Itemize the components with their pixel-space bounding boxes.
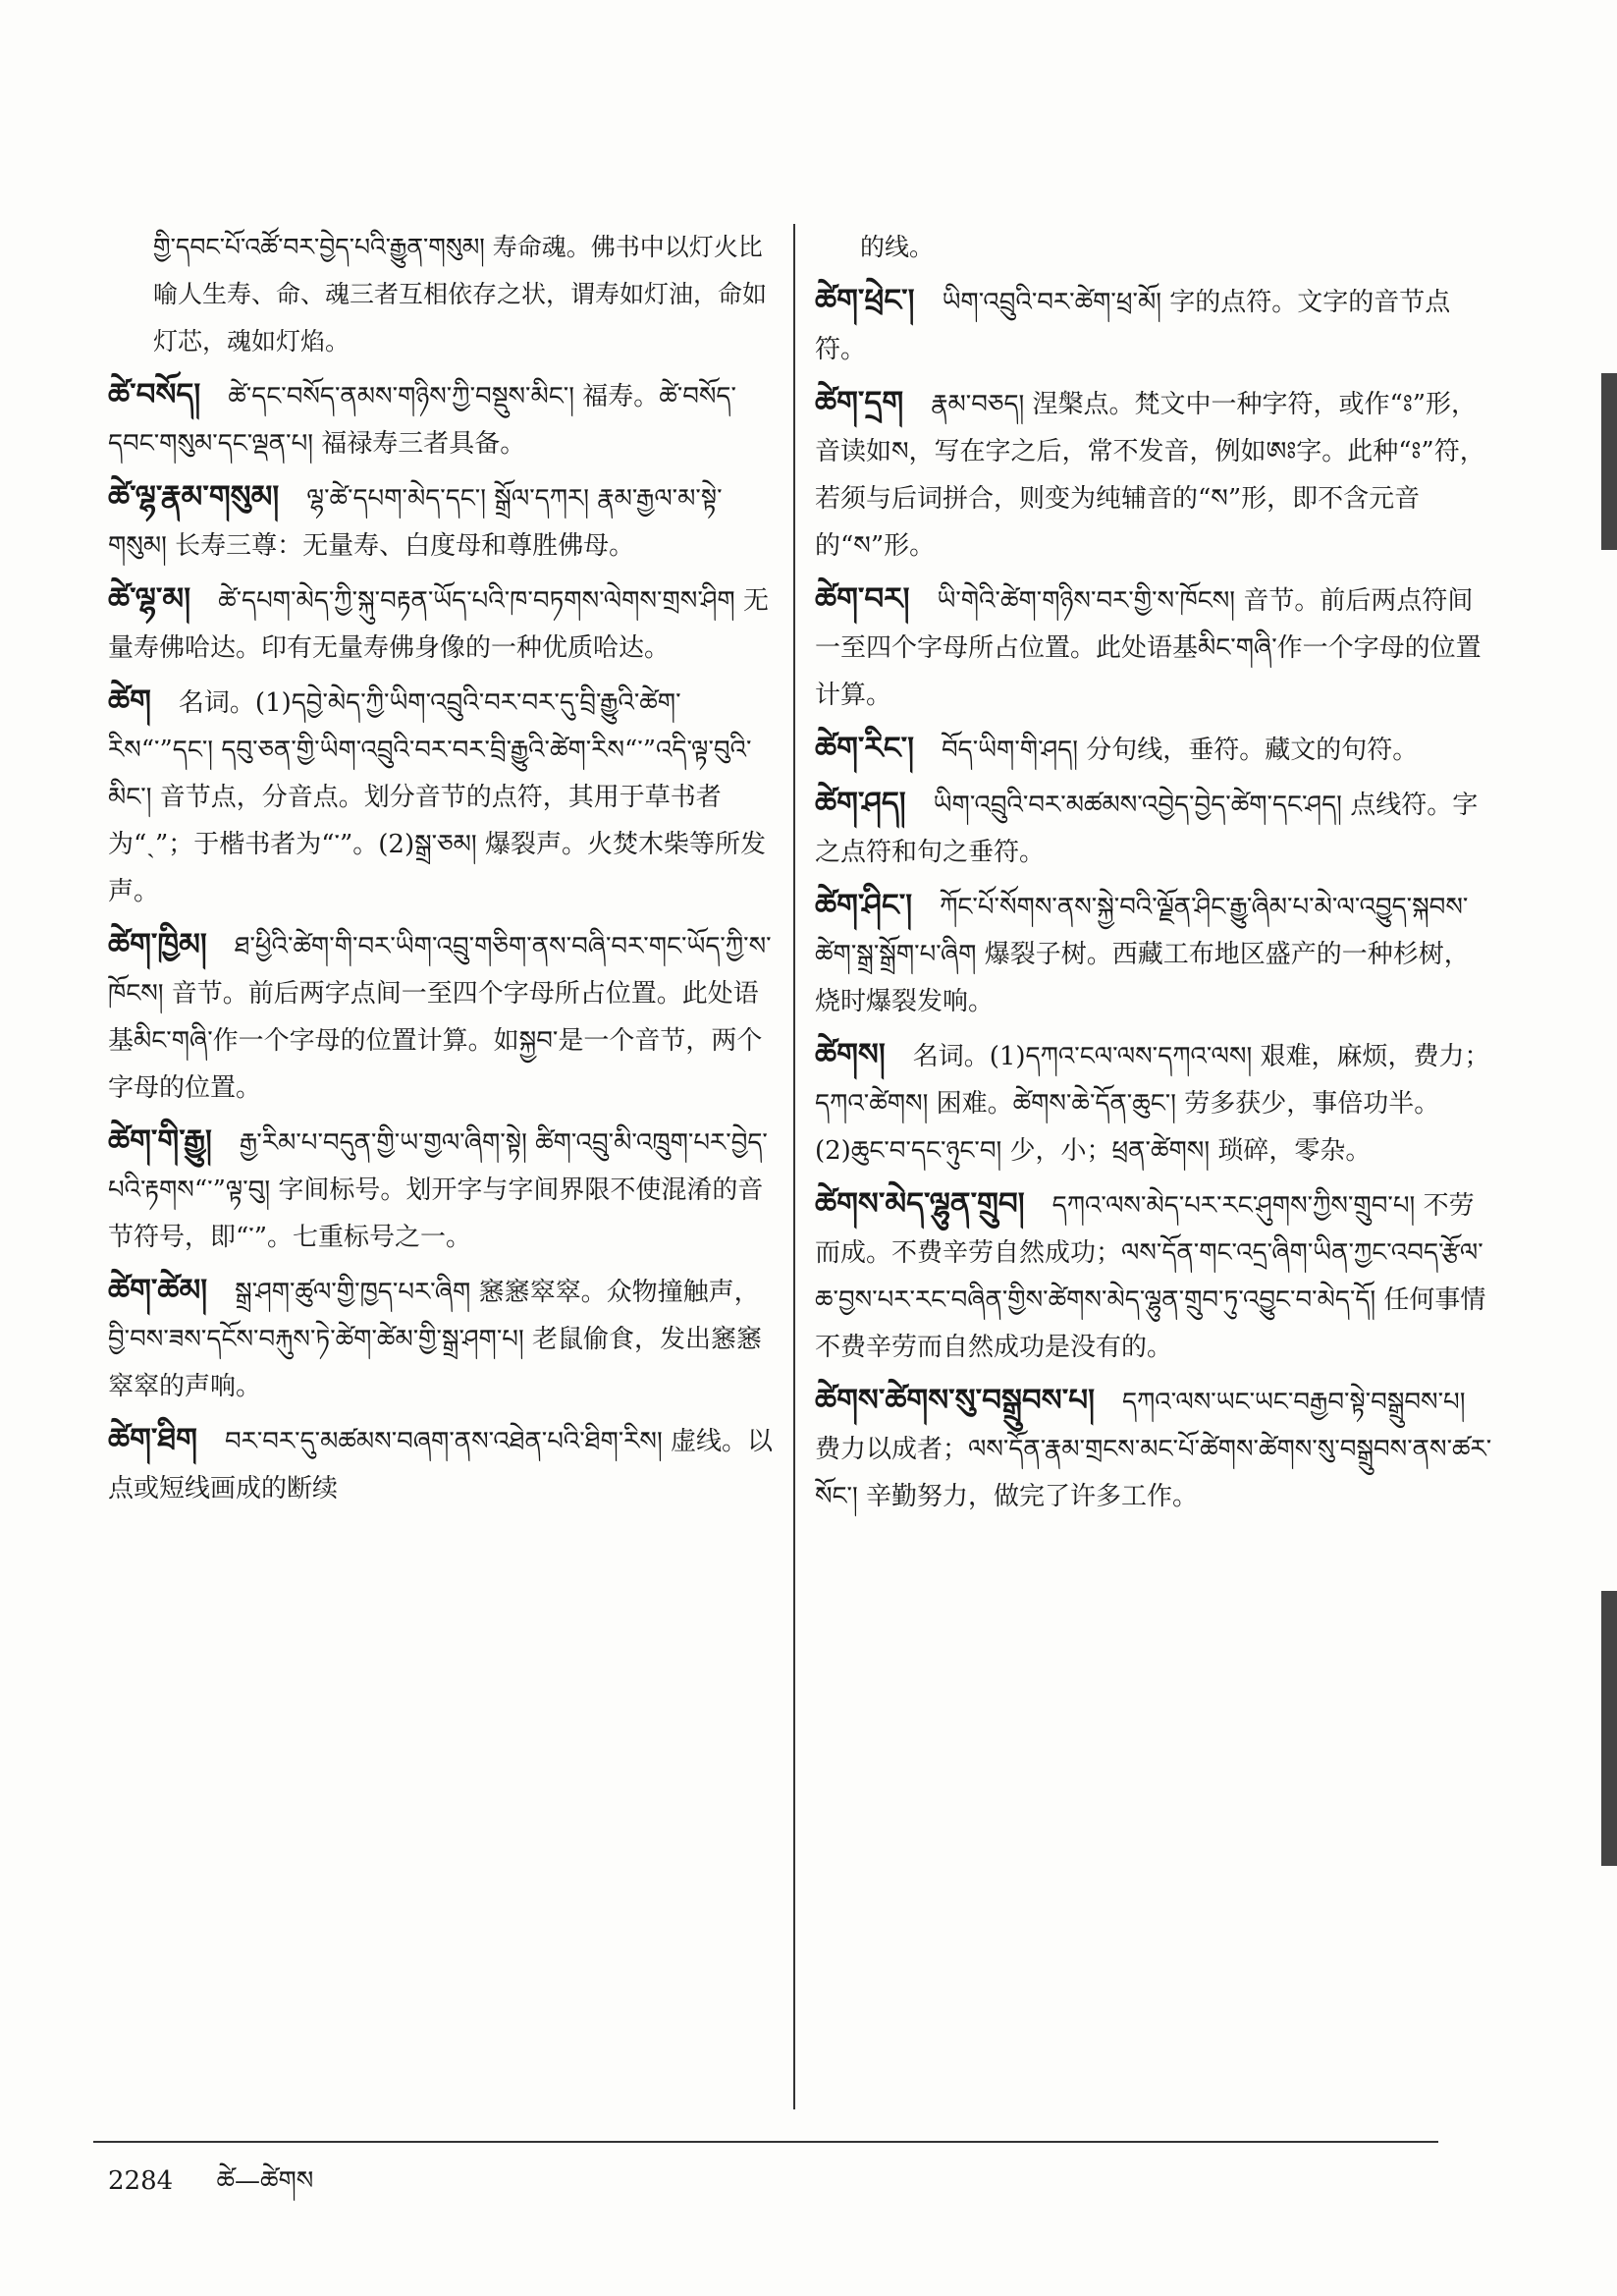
entry-range: ཚེ—ཚེགས xyxy=(216,2166,314,2196)
right-column xyxy=(815,224,1492,1526)
definition: 名词。(1)དཀའ་ངལ་ལས་དཀའ་ལས། 艰难，麻烦，费力；དཀའ་ཚེགས། 困难。ཚེགས་ཆེ་དོན་ཆུང་། 劳多获少，事倍功半。(2)ཆུང་བ་དང་ཉུང་བ། 少，小；ཕྲན་ཚེགས། 琐碎，零杂。 xyxy=(815,1042,1490,1166)
headword: ཚེག་ཐིག xyxy=(108,1422,197,1457)
dictionary-entry xyxy=(108,921,776,1112)
headword: ཚེ་ལྷ་མ། xyxy=(108,581,191,617)
headword: ཚེག་རིང་། xyxy=(815,731,914,766)
entry-continuation: 的线。 xyxy=(860,233,935,261)
headword: ཚེག་ཕྲེང་། xyxy=(815,283,915,318)
headword: ཚེགས་མེད་ལྷུན་གྲུབ། xyxy=(815,1186,1025,1222)
definition: བོད་ཡིག་གི་ཤད། 分句线，垂符。藏文的句符。 xyxy=(942,736,1419,765)
headword: ཚེག xyxy=(108,683,151,719)
dictionary-entry xyxy=(815,725,1492,774)
scan-margin-mark xyxy=(1601,373,1617,550)
dictionary-entry xyxy=(815,1377,1492,1520)
column-divider xyxy=(793,224,795,2109)
dictionary-entry xyxy=(108,371,776,467)
definition: དཀའ་ལས་ཡང་ཡང་བརྒྱབ་སྟེ་བསྒྲུབས་པ། 费力以成者；ལས་དོན་རྣམ་གྲངས་མང་པོ་ཚེགས་ཚེགས་སུ་བསྒྲུབས་ནས་ཚར་སོང་། 辛勤努力，做完了许多工作。 xyxy=(815,1388,1492,1511)
definition: ཡིག་འབྲུའི་བར་མཚམས་འབྱེད་བྱེད་ཚེག་དང་ཤད། 点线符。字之点符和句之垂符。 xyxy=(815,791,1479,867)
dictionary-entry xyxy=(108,473,776,570)
definition: རྣམ་བཅད། 涅槃点。梵文中一种字符，或作“ཿ”形，音读如ས，写在字之后，常不发音，例如ཨཿ字。此种“ཿ”符，若须与后词拼合，则变为纯辅音的“ས”形，即不含元音的“ས”形。 xyxy=(815,390,1485,561)
headword: ཚེག་ཚེམ། xyxy=(108,1273,208,1308)
definition: བར་བར་དུ་མཚམས་བཞག་ནས་འཐེན་པའི་ཐིག་རིས། 虚线。以点或短线画成的断续 xyxy=(108,1427,774,1503)
headword: ཚེ་བསོད། xyxy=(108,377,201,412)
dictionary-entry xyxy=(108,1267,776,1410)
page-number: 2284 xyxy=(108,2166,174,2196)
headword: ཚེགས། xyxy=(815,1037,886,1072)
definition: ཚེ་དང་བསོད་ནམས་གཉིས་ཀྱི་བསྡུས་མིང་། 福寿。ཚེ་བསོད་དབང་གསུམ་དང་ལྡན་པ། 福禄寿三者具备。 xyxy=(108,382,736,459)
page-footer xyxy=(108,2153,313,2224)
definition: ཡི་གེའི་ཚེག་གཉིས་བར་གྱི་ས་ཁོངས། 音节。前后两点符间一至四个字母所占位置。此处语基མིང་གཞི་作一个字母的位置计算。 xyxy=(815,586,1482,710)
dictionary-entry xyxy=(815,1180,1492,1371)
dictionary-entry xyxy=(108,1416,776,1512)
definition: དཀའ་ལས་མེད་པར་རང་ཤུགས་ཀྱིས་གྲུབ་པ། 不劳而成。不费辛劳自然成功；ལས་དོན་གང་འདྲ་ཞིག་ཡིན་ཀྱང་འབད་རྩོལ་ཆ་བྱས་པར་རང་བཞིན་གྱིས་ཚེགས་མེད་ལྷུན་གྲུབ་ཏུ་འབྱུང་བ་མེད་དོ། 任何事情不费辛劳而自然成功是没有的。 xyxy=(815,1191,1486,1362)
definition: སྒྲ་ཤག་ཚུལ་གྱི་ཁྱད་པར་ཞིག 窸窸窣窣。众物撞触声，བྱི་བས་ཟས་དངོས་བརྐུས་ཏེ་ཚེག་ཚེམ་གྱི་སྒྲ་ཤག་པ། 老鼠偷食，发出窸窸窣窣的声响。 xyxy=(108,1278,763,1401)
definition: 名词。(1)དབྱེ་མེད་ཀྱི་ཡིག་འབྲུའི་བར་བར་དུ་བྲི་རྒྱུའི་ཚེག་རིས“་”དང་། དབུ་ཅན་གྱི་ཡིག་འབྲུའི་བར་བར་བྲི་རྒྱུའི་ཚེག་རིས“་”འདི་ལྟ་བུའི་མིང་། 音节点，分音点。划分音节的点符，其用于草书者为“ˎ”；于楷书者为“་”。(2)སྒྲ་ཅམ། 爆裂声。火焚木柴等所发声。 xyxy=(108,688,766,906)
headword: ཚེ་ལྷ་རྣམ་གསུམ། xyxy=(108,479,280,515)
definition: ཀོང་པོ་སོགས་ནས་སྐྱེ་བའི་ལྗོན་ཤིང་རྒྱུ་ཞིམ་པ་མེ་ལ་འབྱུད་སྐབས་ཚེག་སྒྲ་སྒྲོག་པ་ཞིག 爆裂子树。西藏工布地区盛产的一种杉树，烧时爆裂发响。 xyxy=(815,893,1470,1016)
headword: ཚེག་ཤིང་། xyxy=(815,888,913,923)
dictionary-entry xyxy=(108,1118,776,1261)
headword: ཚེག་དྲག xyxy=(815,385,904,420)
dictionary-entry xyxy=(815,882,1492,1025)
entry-continuation: གྱི་དབང་པོ་འཚོ་བར་བྱེད་པའི་རྒྱུན་གསུམ། 寿命魂。佛书中以灯火比喻人生寿、命、魂三者互相依存之状，谓寿如灯油，命如灯芯，魂如灯焰。 xyxy=(153,233,768,355)
dictionary-entry xyxy=(108,678,776,915)
definition: ཡིག་འབྲུའི་བར་ཚེག་ཕྲ་མོ། 字的点符。文字的音节点符。 xyxy=(815,288,1451,364)
definition: ལྷ་ཚེ་དཔག་མེད་དང་། སྒྲོལ་དཀར། རྣམ་རྒྱལ་མ་སྟེ་གསུམ། 长寿三尊：无量寿、白度母和尊胜佛母。 xyxy=(108,484,723,561)
footer-rule xyxy=(93,2141,1438,2143)
dictionary-entry xyxy=(815,1031,1492,1175)
headword: ཚེག་ཤད། xyxy=(815,786,906,821)
headword: ཚེག་གི་རྒྱུ། xyxy=(108,1123,212,1159)
definition: ཚེ་དཔག་མེད་ཀྱི་སྐུ་བརྟན་ཡོད་པའི་ཁ་བཏགས་ལེགས་གྲས་ཤིག 无量寿佛哈达。印有无量寿佛身像的一种优质哈达。 xyxy=(108,586,769,663)
scan-margin-mark xyxy=(1601,1591,1617,1866)
headword: ཚེག་ཁྱིམ། xyxy=(108,927,207,962)
dictionary-entry xyxy=(815,575,1492,719)
definition: རྒྱ་རིམ་པ་བདུན་གྱི་ཡ་གྱལ་ཞིག་སྟེ། ཚིག་འབྲུ་མི་འཁྲུག་པར་བྱེད་པའི་རྟགས“་”ལྟ་བུ། 字间标号。划开字与字间界限不使混淆的音节符号，即“་”。七重标号之一。 xyxy=(108,1128,768,1252)
dictionary-entry xyxy=(815,277,1492,373)
dictionary-entry xyxy=(108,575,776,672)
headword: ཚེགས་ཚེགས་སུ་བསྒྲུབས་པ། xyxy=(815,1383,1095,1418)
dictionary-entry xyxy=(815,379,1492,570)
definition: ཐ་ཕྱིའི་ཚེག་གི་བར་ཡིག་འབྲུ་གཅིག་ནས་བཞི་བར་གང་ཡོད་ཀྱི་ས་ཁོངས། 音节。前后两字点间一至四个字母所占位置。此处语基མིང་གཞི་作一个字母的位置计算。如སྐྱབ་是一个音节，两个字母的位置。 xyxy=(108,932,772,1103)
dictionary-entry xyxy=(815,780,1492,876)
headword: ཚེག་བར། xyxy=(815,581,910,617)
left-column xyxy=(108,224,776,1518)
